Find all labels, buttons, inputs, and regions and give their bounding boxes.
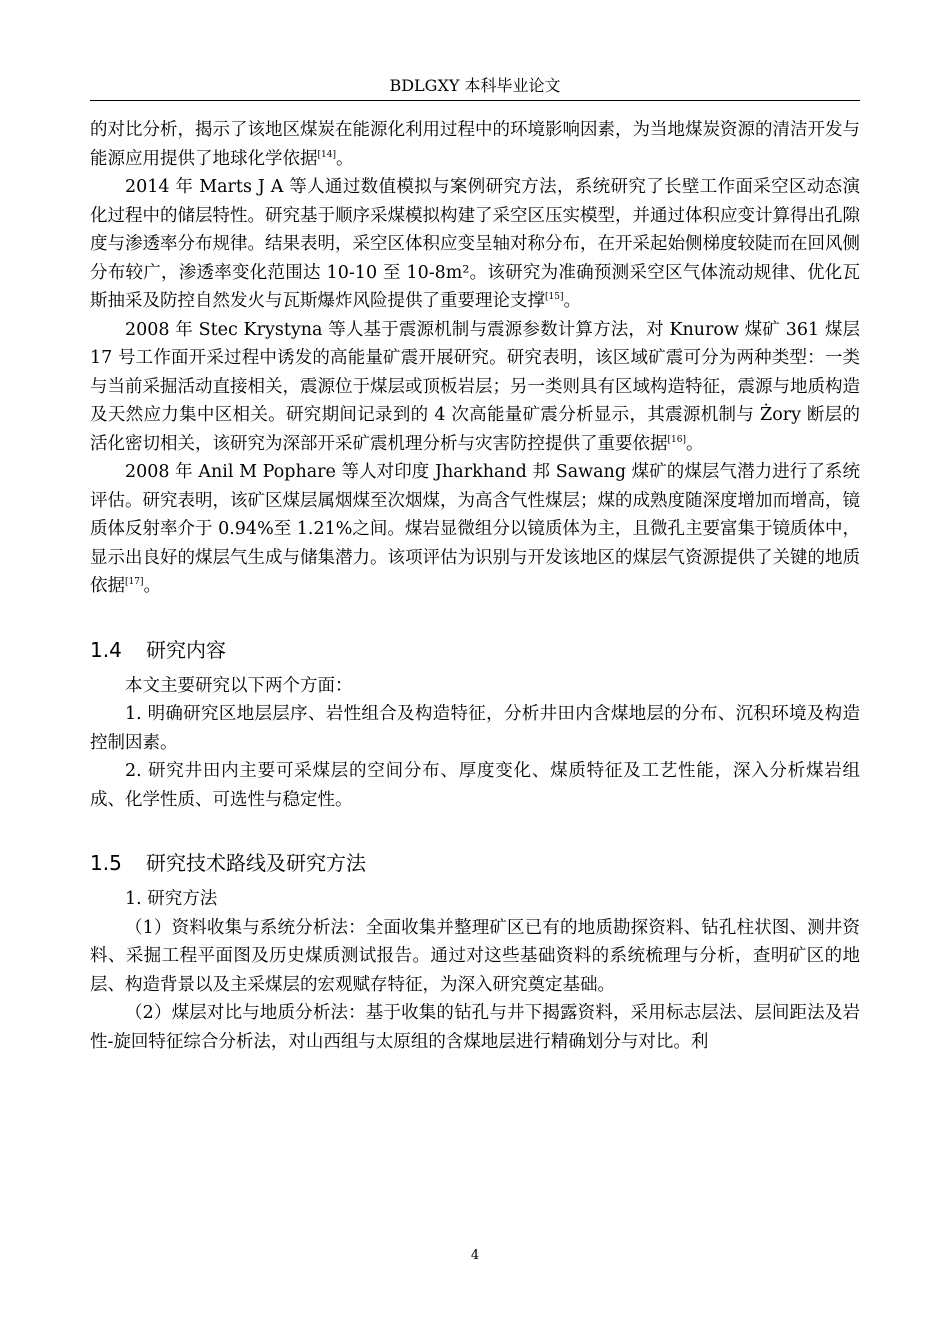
citation-ref[interactable]: [15] (545, 292, 564, 302)
paragraph-tail: 。 (685, 433, 704, 454)
paragraph-text: 的对比分析，揭示了该地区煤炭在能源化利用过程中的环境影响因素，为当地煤炭资源的清洁开发与能源应用提供了地球化学依据 (90, 120, 860, 169)
citation-ref[interactable]: [14] (317, 149, 336, 160)
paragraph-text: 2008 年 Anil M Pophare 等人对印度 Jharkhand 邦 Sawang 煤矿的煤层气潜力进行了系统评估。研究表明，该矿区煤层属烟煤至次烟煤，为高含气性煤层；煤的成熟度随深度增加而增高，镜质体反射率介于 0.94%至 1.21%之间。煤岩显微组分以镜质体为主，且微孔主要富集于镜质体中，显示出良好的煤层气生成与储集潜力。该项评估为识别与开发该地区的煤层气资源提供了关键的地质依据 (90, 462, 860, 596)
citation-ref[interactable]: [17] (125, 577, 144, 587)
research-item: 2. 研究井田内主要可采煤层的空间分布、厚度变化、煤质特征及工艺性能，深入分析煤岩组成、化学性质、可选性与稳定性。 (90, 761, 860, 810)
method-item: （1）资料收集与系统分析法：全面收集并整理矿区已有的地质勘探资料、钻孔柱状图、测井资料、采掘工程平面图及历史煤质测试报告。通过对这些基础资料的系统梳理与分析，查明矿区的地层、构造背景以及主采煤层的宏观赋存特征，为深入研究奠定基础。 (90, 917, 860, 995)
research-item: 1. 明确研究区地层层序、岩性组合及构造特征，分析井田内含煤地层的分布、沉积环境及构造控制因素。 (90, 704, 860, 753)
paragraph-tail: 。 (563, 291, 581, 311)
method-item: （2）煤层对比与地质分析法：基于收集的钻孔与井下揭露资料，采用标志层法、层间距法及岩性-旋回特征综合分析法，对山西组与太原组的含煤地层进行精确划分与对比。利 (90, 1003, 860, 1052)
header-divider (90, 100, 860, 101)
paragraph-tail: 。 (143, 576, 161, 596)
paragraph-stec (90, 316, 860, 459)
section-title: 研究技术路线及研究方法 (146, 851, 366, 875)
body-text (90, 116, 860, 1056)
running-header: BDLGXY 本科毕业论文 (389, 76, 561, 95)
paragraph-continuation (90, 116, 860, 173)
section-heading-1-4 (90, 636, 860, 664)
citation-ref[interactable]: [16] (667, 434, 686, 445)
section-heading-1-5 (90, 849, 860, 877)
paragraph-tail: 。 (335, 148, 354, 169)
paragraph-pophare (90, 458, 860, 601)
paragraph-text: 2014 年 Marts J A 等人通过数值模拟与案例研究方法，系统研究了长壁工作面采空区动态演化过程中的储层特性。研究基于顺序采煤模拟构建了采空区压实模型，并通过体积应变计算得出孔隙度与渗透率分布规律。结果表明，采空区体积应变呈轴对称分布，在开采起始侧梯度较陡而在回风侧分布较广，渗透率变化范围达 10-10 至 10-8m²。该研究为准确预测采空区气体流动规律、优化瓦斯抽采及防控自然发火与瓦斯爆炸风险提供了重要理论支撑 (90, 177, 860, 311)
subsection-heading: 1. 研究方法 (125, 889, 218, 909)
section-number: 1.5 (90, 851, 122, 875)
paragraph-marts (90, 173, 860, 316)
section-title: 研究内容 (146, 637, 226, 662)
paragraph-text: 2008 年 Stec Krystyna 等人基于震源机制与震源参数计算方法，对 Knurow 煤矿 361 煤层 17 号工作面开采过程中诱发的高能量矿震开展研究。研究表明，该区域矿震可分为两种类型：一类与当前采掘活动直接相关，震源位于煤层或顶板岩层；另一类则具有区域构造特征，震源与地质构造及天然应力集中区相关。研究期间记录到的 4 次高能量矿震分析显示，其震源机制与 Żory 断层的活化密切相关，该研究为深部开采矿震机理分析与灾害防控提供了重要依据 (90, 319, 860, 454)
page-number: 4 (470, 1248, 480, 1263)
section-intro: 本文主要研究以下两个方面： (125, 675, 353, 696)
section-number: 1.4 (90, 637, 122, 662)
